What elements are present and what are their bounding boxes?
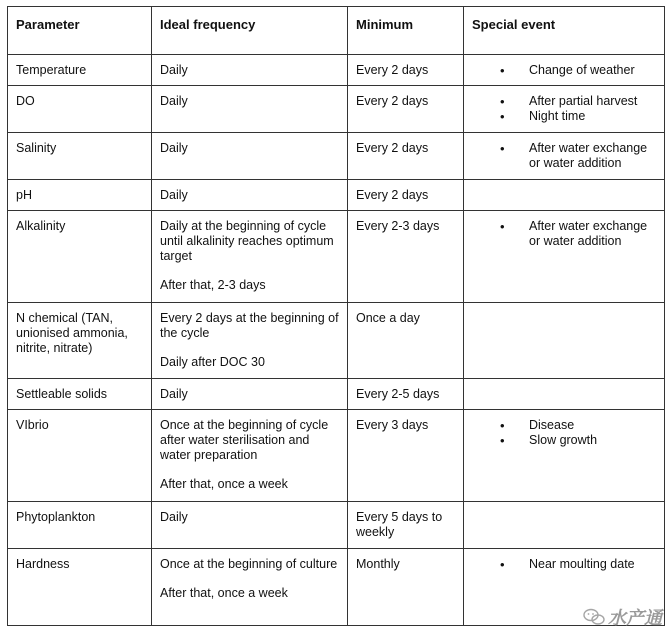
special-event-cell: [464, 303, 665, 379]
parameter-cell: Hardness: [8, 549, 152, 626]
ideal-frequency-text: Daily: [160, 188, 188, 202]
table-row: [8, 180, 665, 211]
ideal-frequency-cell: [152, 502, 348, 549]
special-event-item: • After partial harvest: [472, 94, 656, 109]
ideal-frequency-text: After that, once a week: [160, 586, 288, 600]
ideal-frequency-text: Daily: [160, 510, 188, 524]
ideal-frequency-text: Daily at the beginning of cycle until alkalinity reaches optimum target: [160, 219, 334, 263]
minimum-cell: Every 2-3 days: [348, 211, 464, 303]
table-row: [8, 502, 665, 549]
table-row: [8, 55, 665, 86]
parameter-cell: DO: [8, 86, 152, 133]
table-row: [8, 379, 665, 410]
special-event-item: • Disease: [472, 418, 656, 433]
special-event-item: • Change of weather: [472, 63, 656, 78]
parameter-cell: Alkalinity: [8, 211, 152, 303]
table-row: [8, 86, 665, 133]
ideal-frequency-cell: [152, 549, 348, 626]
watermark: [583, 604, 662, 630]
minimum-cell: Every 2 days: [348, 55, 464, 86]
special-event-list: [472, 94, 656, 124]
parameter-cell: Phytoplankton: [8, 502, 152, 549]
ideal-frequency-cell: [152, 410, 348, 502]
special-event-list: [472, 557, 656, 572]
special-event-list: [472, 219, 656, 249]
special-event-cell: [464, 55, 665, 86]
parameter-cell: Temperature: [8, 55, 152, 86]
minimum-cell: Monthly: [348, 549, 464, 626]
ideal-frequency-text: Daily after DOC 30: [160, 355, 265, 369]
parameter-cell: pH: [8, 180, 152, 211]
header-minimum: Minimum: [348, 7, 464, 55]
special-event-list: [472, 141, 656, 171]
ideal-frequency-text: Daily: [160, 63, 188, 77]
special-event-cell: [464, 502, 665, 549]
special-event-item: • Slow growth: [472, 433, 656, 448]
special-event-cell: [464, 379, 665, 410]
table-row: [8, 133, 665, 180]
ideal-frequency-cell: [152, 86, 348, 133]
minimum-cell: Every 2-5 days: [348, 379, 464, 410]
special-event-list: [472, 63, 656, 78]
parameter-cell: VIbrio: [8, 410, 152, 502]
ideal-frequency-text: Daily: [160, 387, 188, 401]
ideal-frequency-cell: [152, 180, 348, 211]
ideal-frequency-cell: [152, 55, 348, 86]
header-special-event: Special event: [464, 7, 665, 55]
minimum-cell: Every 3 days: [348, 410, 464, 502]
ideal-frequency-text: Every 2 days at the beginning of the cycle: [160, 311, 339, 340]
table-row: [8, 211, 665, 303]
ideal-frequency-text: Daily: [160, 94, 188, 108]
minimum-cell: Every 5 days to weekly: [348, 502, 464, 549]
special-event-item: • After water exchange or water addition: [472, 141, 656, 171]
special-event-item: • After water exchange or water addition: [472, 219, 656, 249]
special-event-cell: [464, 211, 665, 303]
ideal-frequency-text: After that, 2-3 days: [160, 278, 266, 292]
monitoring-frequency-table: [7, 6, 665, 626]
parameter-cell: Salinity: [8, 133, 152, 180]
parameter-cell: N chemical (TAN, unionised ammonia, nitrite, nitrate): [8, 303, 152, 379]
ideal-frequency-text: Once at the beginning of cycle after water sterilisation and water preparation: [160, 418, 329, 462]
special-event-cell: [464, 133, 665, 180]
parameter-cell: Settleable solids: [8, 379, 152, 410]
special-event-cell: [464, 180, 665, 211]
special-event-cell: [464, 86, 665, 133]
minimum-cell: Once a day: [348, 303, 464, 379]
ideal-frequency-cell: [152, 211, 348, 303]
special-event-item: • Night time: [472, 109, 656, 124]
header-parameter: Parameter: [8, 7, 152, 55]
wechat-icon: [583, 608, 605, 626]
table-row: [8, 549, 665, 626]
table-row: [8, 410, 665, 502]
ideal-frequency-text: Once at the beginning of culture: [160, 557, 338, 571]
ideal-frequency-cell: [152, 133, 348, 180]
watermark-text: 水产通: [608, 608, 662, 628]
ideal-frequency-cell: [152, 379, 348, 410]
ideal-frequency-text: After that, once a week: [160, 477, 288, 491]
special-event-list: [472, 418, 656, 448]
minimum-cell: Every 2 days: [348, 180, 464, 211]
table-row: [8, 303, 665, 379]
header-ideal-frequency: Ideal frequency: [152, 7, 348, 55]
ideal-frequency-cell: [152, 303, 348, 379]
header-row: [8, 7, 665, 55]
special-event-cell: [464, 410, 665, 502]
minimum-cell: Every 2 days: [348, 86, 464, 133]
special-event-item: • Near moulting date: [472, 557, 656, 572]
ideal-frequency-text: Daily: [160, 141, 188, 155]
minimum-cell: Every 2 days: [348, 133, 464, 180]
